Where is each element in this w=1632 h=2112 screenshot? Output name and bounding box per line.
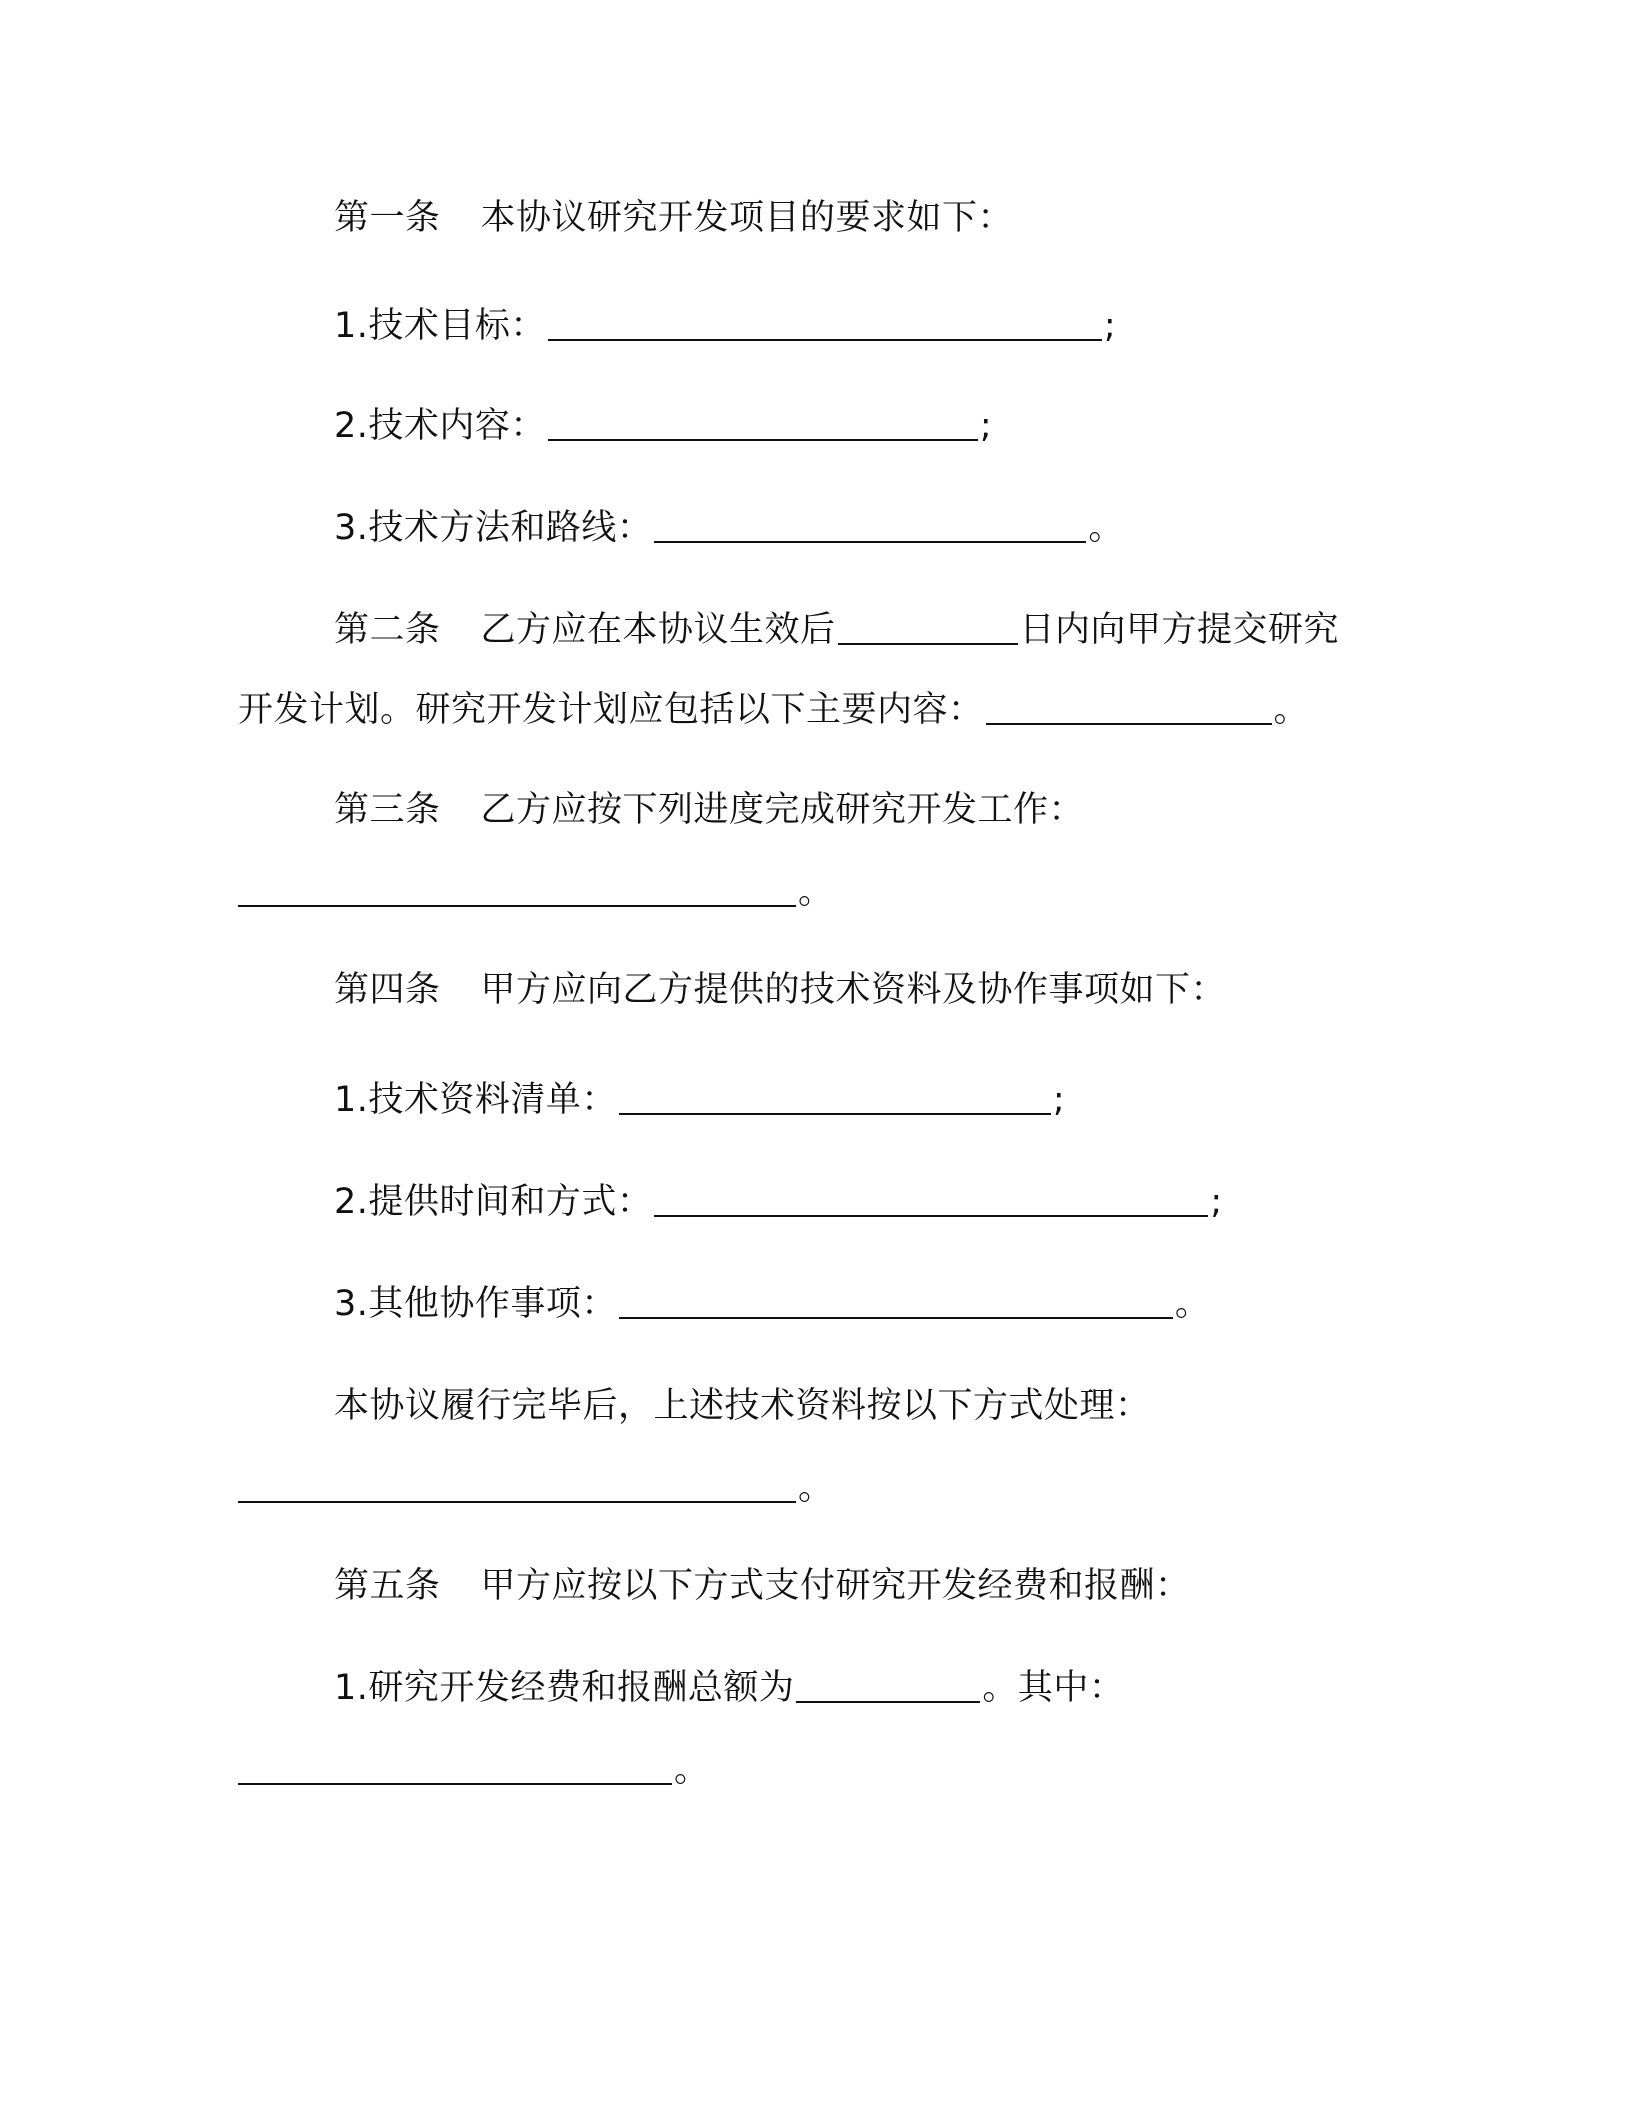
article-5-text: 甲方应按以下方式支付研究开发经费和报酬： <box>480 1566 1191 1606</box>
article-4-number: 第四条 <box>334 970 441 1010</box>
article-5-item-1-blank-line <box>238 1746 710 1794</box>
article-3-number: 第三条 <box>334 790 441 830</box>
article-4-heading-line <box>334 966 1226 1014</box>
article-1-item-2 <box>334 402 992 450</box>
item-label: 3.其他协作事项： <box>334 1284 617 1324</box>
article-1-item-1 <box>334 302 1116 350</box>
item-label: 1.技术资料清单： <box>334 1080 617 1120</box>
fill-in-blank[interactable] <box>548 409 978 441</box>
article-2-number: 第二条 <box>334 610 441 650</box>
item-label: 3.技术方法和路线： <box>334 508 653 548</box>
article-3-heading-line <box>334 786 1084 834</box>
article-4-disposal-text: 本协议履行完毕后，上述技术资料按以下方式处理： <box>334 1386 1151 1426</box>
fill-in-blank[interactable] <box>654 1185 1208 1217</box>
article-5-heading-line <box>334 1562 1191 1610</box>
article-5-number: 第五条 <box>334 1566 441 1606</box>
item-mid: 。其中： <box>982 1668 1125 1708</box>
article-1-text: 本协议研究开发项目的要求如下： <box>480 198 1014 238</box>
article-4-disposal-blank-line <box>238 1464 834 1512</box>
fill-in-blank[interactable] <box>619 1083 1051 1115</box>
item-end: 。 <box>1174 1284 1211 1324</box>
total-amount-blank[interactable] <box>796 1671 980 1703</box>
article-1-heading-line <box>334 194 1013 242</box>
item-label: 2.技术内容： <box>334 406 546 446</box>
fill-in-blank[interactable] <box>654 511 1086 543</box>
item-end: ; <box>979 406 993 446</box>
item-end: ; <box>1210 1182 1223 1222</box>
article-3-blank-line <box>238 868 834 916</box>
fill-in-blank[interactable] <box>548 309 1102 341</box>
breakdown-blank[interactable] <box>238 1753 672 1785</box>
article-3-end: 。 <box>798 872 834 912</box>
item-end: ; <box>1103 306 1117 346</box>
disposal-blank[interactable] <box>238 1471 796 1503</box>
item-label: 2.提供时间和方式： <box>334 1182 653 1222</box>
schedule-blank[interactable] <box>238 875 796 907</box>
article-2-line-1 <box>334 606 1339 654</box>
item-end: 。 <box>1088 508 1124 548</box>
fill-in-blank[interactable] <box>619 1287 1173 1319</box>
article-5-item-1 <box>334 1664 1124 1712</box>
item-label: 1.研究开发经费和报酬总额为 <box>334 1668 795 1708</box>
article-1-item-3 <box>334 504 1124 552</box>
article-2-text-before: 乙方应在本协议生效后 <box>480 610 836 650</box>
item-end: ; <box>1052 1080 1066 1120</box>
article-5-item-1-end: 。 <box>674 1750 710 1790</box>
article-2-text-after: 日内向甲方提交研究 <box>1019 610 1340 650</box>
article-4-item-2 <box>334 1178 1223 1226</box>
days-blank[interactable] <box>838 613 1018 645</box>
article-4-text: 甲方应向乙方提供的技术资料及协作事项如下： <box>480 970 1227 1010</box>
article-4-item-3 <box>334 1280 1210 1328</box>
article-4-disposal-line <box>334 1382 1151 1430</box>
article-2-end: 。 <box>1273 690 1310 730</box>
article-4-disposal-end: 。 <box>798 1468 834 1508</box>
article-4-item-1 <box>334 1076 1065 1124</box>
plan-content-blank[interactable] <box>986 693 1272 725</box>
article-3-text: 乙方应按下列进度完成研究开发工作： <box>480 790 1085 830</box>
article-2-line-2 <box>238 686 1309 734</box>
item-label: 1.技术目标： <box>334 306 546 346</box>
article-2-line-2-text: 开发计划。研究开发计划应包括以下主要内容： <box>238 690 984 730</box>
article-1-number: 第一条 <box>334 198 441 238</box>
